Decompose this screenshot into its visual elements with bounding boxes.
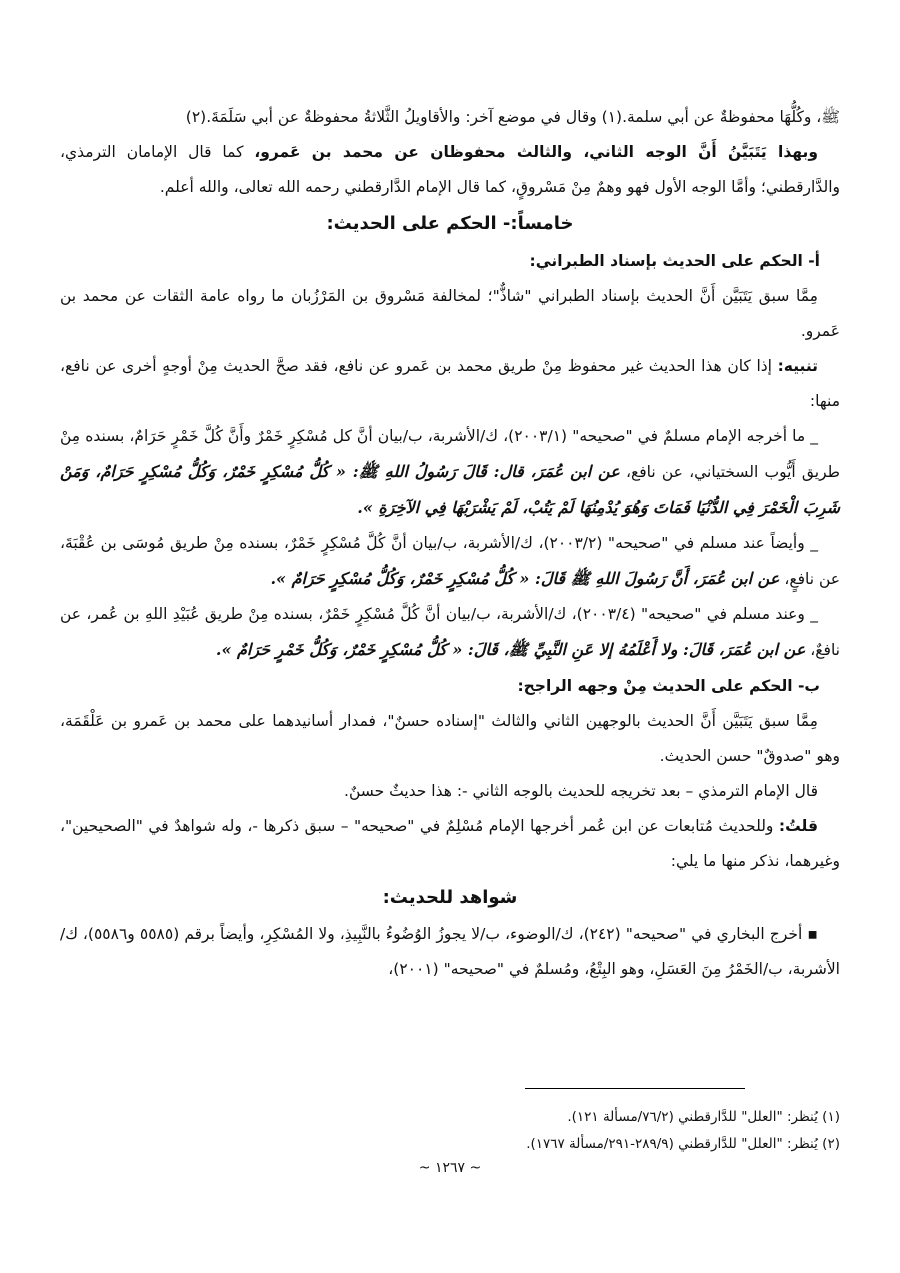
subheading-a: أ- الحكم على الحديث بإسناد الطبراني: — [529, 252, 820, 270]
hadith-text: عن ابن عُمَرَ، قال: قَالَ رَسُولُ اللهِ ﷺ: « كُلُّ مُسْكِرٍ خَمْرٌ، وَكُلُّ مُسْكِرٍ حَرَامٌ، وَمَنْ شَرِبَ الْخَمْرَ فِي الدُّنْيَا فَمَاتَ وَهُوَ يُدْمِنُهَا لَمْ يَتُبْ، لَمْ يَشْرَبْهَا فِي الآخِرَةِ ». — [60, 462, 840, 517]
paragraph-8: مِمَّا سبق يَتَبَيَّن أَنَّ الحديث بالوجهين الثاني والثالث "إسناده حسنٌ"، فمدار أسانيدهما على محمد بن عَمرو بن عَلْقَمَة، وهو "صدوقٌ" حسن الحديث. — [60, 712, 840, 765]
qultu-label: قلتُ: — [778, 817, 818, 835]
note-label: تنبيه: — [777, 357, 818, 375]
citation-text: _ وعند مسلم في "صحيحه" (٢٠٠٣/٤)، ك/الأشربة، ب/بيان أنَّ كُلَّ مُسْكِرٍ خَمْرٌ، بسنده مِنْ طريق عُبَيْدِ اللهِ بن عُمر، عن نافعٌ، — [60, 605, 840, 659]
note-text: إذا كان هذا الحديث غير محفوظ مِنْ طريق محمد بن عَمرو عن نافع، فقد صحَّ الحديث مِنْ أوجهٍ أخرى عن نافع، منها: — [60, 357, 840, 410]
subheading-b: ب- الحكم على الحديث مِنْ وجهه الراجح: — [517, 677, 820, 695]
paragraph-muslim-2 — [60, 526, 840, 597]
paragraph-bukhari: ▪ أخرج البخاري في "صحيحه" (٢٤٢)، ك/الوضوء، ب/لا يجوزُ الوُضُوءُ بالنَّبِيذِ، ولا المُسْكِرِ، وأيضاً برقم (٥٥٨٥ و٥٥٨٦)، ك/الأشربة، ب/الخَمْرُ مِنَ العَسَلِ، وهو البِتْعُ، ومُسلمٌ في "صحيحه" (٢٠٠١)، — [60, 925, 840, 978]
qultu-text: وللحديث مُتابعات عن ابن عُمر أخرجها الإمام مُسْلِمٌ في "صحيحه" – سبق ذكرها -، وله شواهدٌ في "الصحيحين"، وغيرهما، نذكر منها ما يلي: — [60, 817, 840, 870]
conclusion-text: كما قال الإمامان الترمذي، والدَّارقطني؛ وأمَّا الوجه الأول فهو وهمٌ مِنْ مَسْروقٍ، كما قال الإمام الدَّارقطني رحمه الله تعالى، والله أعلم. — [60, 143, 840, 196]
footnote-2: (٢) يُنظر: "العلل" للدَّارقطني (٢٨٩/٩-٢٩١/مسألة ١٧٦٧). — [526, 1136, 840, 1152]
footnote-1: (١) يُنظر: "العلل" للدَّارقطني (٧٦/٢/مسألة ١٢١). — [567, 1109, 840, 1125]
section-heading-ruling: خامساً:- الحكم على الحديث: — [326, 213, 574, 234]
footnote-separator — [525, 1088, 745, 1089]
paragraph-3: مِمَّا سبق يَتَبَيَّن أَنَّ الحديث بإسناد الطبراني "شاذٌّ"؛ لمخالفة مَسْروق بن المَرْزُبان ما رواه عامة الثقات عن محمد بن عَمرو. — [60, 287, 840, 340]
paragraph-9: قال الإمام الترمذي – بعد تخريجه للحديث بالوجه الثاني -: هذا حديثٌ حسنٌ. — [344, 782, 818, 800]
paragraph-1: ﷺ، وكُلُّهَا محفوظةٌ عن أبي سلمة.(١) وقال في موضع آخر: والأقاويلُ الثَّلاثةُ محفوظةٌ عن أبي سَلَمَةَ.(٢) — [185, 108, 840, 126]
section-heading-shawahid: شواهد للحديث: — [382, 887, 518, 908]
paragraph-10 — [60, 809, 840, 879]
paragraph-muslim-1 — [60, 419, 840, 526]
citation-text: _ وأيضاً عند مسلم في "صحيحه" (٢٠٠٣/٢)، ك/الأشربة، ب/بيان أنَّ كُلَّ مُسْكِرٍ خَمْرٌ، بسنده مِنْ طريق مُوسَى بن عُقْبَةَ، عن نافعٍ، — [60, 534, 840, 588]
page-body — [60, 100, 840, 987]
page-number: ~ ١٢٦٧ ~ — [418, 1160, 482, 1176]
hadith-text: عن ابن عُمَرَ، قَالَ: ولا أَعْلَمُهُ إلا عَنِ النَّبِيِّ ﷺ، قَالَ: « كُلُّ مُسْكِرٍ خَمْرٌ، وَكُلُّ خَمْرٍ حَرَامٌ ». — [215, 640, 806, 659]
hadith-text: عن ابن عُمَرَ، أَنَّ رَسُولَ اللهِ ﷺ قَالَ: « كُلُّ مُسْكِرٍ خَمْرٌ، وَكُلُّ مُسْكِرٍ حَرَامٌ ». — [270, 569, 780, 588]
paragraph-muslim-3 — [60, 597, 840, 668]
paragraph-2 — [60, 135, 840, 205]
conclusion-bold: وبهذا يَتَبَيَّنُ أَنَّ الوجه الثاني، والثالث محفوظان عن محمد بن عَمرو، — [254, 143, 818, 161]
paragraph-note — [60, 349, 840, 419]
citation-text: _ ما أخرجه الإمام مسلمٌ في "صحيحه" (٢٠٠٣/١)، ك/الأشربة، ب/بيان أنَّ كل مُسْكِرٍ خَمْرٌ وأَنَّ كُلَّ خَمْرٍ حَرَامٌ، بسنده مِنْ طريق أَيُّوب السختياني، عن نافع، — [60, 427, 841, 481]
